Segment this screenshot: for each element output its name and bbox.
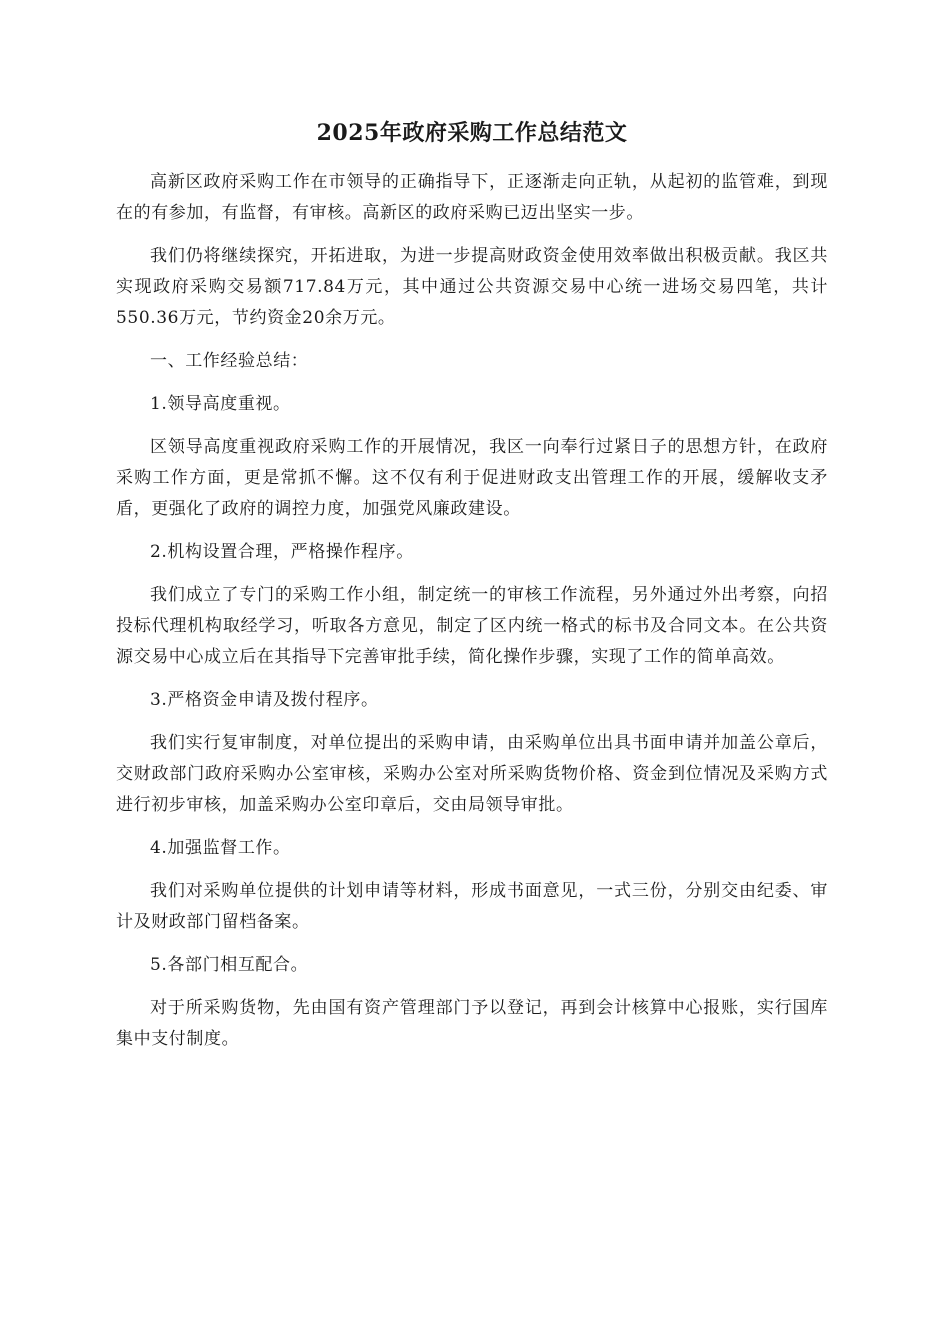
summary-paragraph: 我们仍将继续探究，开拓进取，为进一步提高财政资金使用效率做出积极贡献。我区共实现政府采购交易额717.84万元，其中通过公共资源交易中心统一进场交易四笔，共计550.36万元，节约资金20余万元。	[116, 246, 828, 328]
document-title: 2025年政府采购工作总结范文	[316, 120, 628, 146]
document-page	[116, 118, 828, 1067]
item-heading-2: 2.机构设置合理，严格操作程序。	[150, 542, 414, 562]
item-body-5: 对于所采购货物，先由国有资产管理部门予以登记，再到会计核算中心报账，实行国库集中支付制度。	[116, 998, 828, 1049]
section-heading: 一、工作经验总结：	[150, 351, 309, 371]
intro-paragraph: 高新区政府采购工作在市领导的正确指导下，正逐渐走向正轨，从起初的监管难，到现在的有参加，有监督，有审核。高新区的政府采购已迈出坚实一步。	[116, 172, 828, 223]
item-heading-4: 4.加强监督工作。	[150, 838, 291, 858]
item-body-1: 区领导高度重视政府采购工作的开展情况，我区一向奉行过紧日子的思想方针，在政府采购工作方面，更是常抓不懈。这不仅有利于促进财政支出管理工作的开展，缓解收支矛盾，更强化了政府的调控力度，加强党风廉政建设。	[116, 437, 828, 519]
item-heading-3: 3.严格资金申请及拨付程序。	[150, 690, 379, 710]
item-body-2: 我们成立了专门的采购工作小组，制定统一的审核工作流程，另外通过外出考察，向招投标代理机构取经学习，听取各方意见，制定了区内统一格式的标书及合同文本。在公共资源交易中心成立后在其指导下完善审批手续，简化操作步骤，实现了工作的简单高效。	[116, 585, 828, 667]
item-heading-5: 5.各部门相互配合。	[150, 955, 309, 975]
item-body-4: 我们对采购单位提供的计划申请等材料，形成书面意见，一式三份，分别交由纪委、审计及财政部门留档备案。	[116, 881, 828, 932]
item-body-3: 我们实行复审制度，对单位提出的采购申请，由采购单位出具书面申请并加盖公章后，交财政部门政府采购办公室审核，采购办公室对所采购货物价格、资金到位情况及采购方式进行初步审核，加盖采购办公室印章后，交由局领导审批。	[116, 733, 828, 815]
item-heading-1: 1.领导高度重视。	[150, 394, 291, 414]
